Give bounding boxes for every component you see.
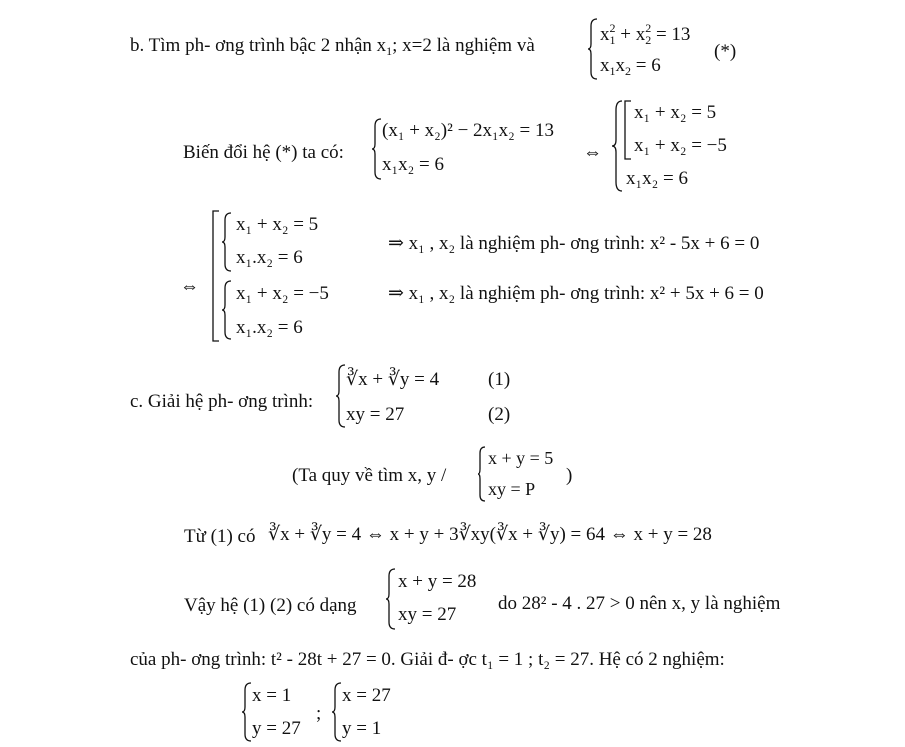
case-2-row-1: x₁ + x₂ = −5 [236, 283, 329, 304]
transform-row-1: (x₁ + x₂)² − 2x₁x₂ = 13 [382, 120, 554, 141]
hint-prefix: (Ta quy về tìm x, y / [292, 465, 447, 486]
b-system-row-1: $x^2_1 + x^2_2 = 13$ [600, 21, 691, 47]
star-label: (*) [714, 41, 737, 62]
sol-2-row-2: y = 1 [342, 718, 382, 739]
brace-sol-1 [242, 682, 252, 742]
equiv-symbol: ⇔ [583, 142, 602, 163]
c-eq-2-tag: (2) [488, 404, 511, 425]
b-system-row-2: $x_1x_2 = 6$ [600, 55, 661, 78]
part-c-intro: c. Giải hệ ph- ơng trình: [130, 391, 314, 412]
transform-row-2: x₁x₂ = 6 [382, 154, 444, 175]
sol-1-row-1: x = 1 [252, 685, 292, 706]
hint-row-1: x + y = 5 [488, 448, 554, 468]
c-eq-1: ∛x + ∛y = 4 [346, 369, 440, 390]
final-system-row-1: x + y = 28 [398, 571, 477, 592]
solution-separator: ; [316, 703, 322, 724]
cases-row-1: x₁ + x₂ = 5 [634, 102, 717, 123]
case-2-conclusion: ⇒ x₁ , x₂ là nghiệm ph- ơng trình: x² + 5x + 6 = 0 [388, 283, 764, 304]
case-1-conclusion: ⇒ x₁ , x₂ là nghiệm ph- ơng trình: x² - 5x + 6 = 0 [388, 233, 760, 254]
case-1-row-2: x₁.x₂ = 6 [236, 247, 303, 268]
cases-row-2: x₁ + x₂ = −5 [634, 135, 727, 156]
brace-cases [612, 100, 624, 192]
from-1-math: ∛x + ∛y = 4 ⇔ x + y + 3∛xy(∛x + ∛y) = 64 ⇔ x + y = 28 [268, 524, 712, 545]
brace-c-system [336, 364, 346, 428]
c-eq-2: xy = 27 [346, 404, 405, 425]
hint-row-2: xy = P [488, 479, 536, 499]
case-1-row-1: x₁ + x₂ = 5 [236, 214, 319, 235]
from-1-label: Từ (1) có [184, 526, 256, 547]
sol-1-row-2: y = 27 [252, 718, 301, 739]
brace-hint [478, 446, 486, 502]
brace-case-2 [222, 280, 232, 340]
final-line: của ph- ơng trình: t² - 28t + 27 = 0. Giải đ- ợc t₁ = 1 ; t₂ = 27. Hệ có 2 nghiệm: [130, 649, 725, 670]
bracket-cases-inner [624, 100, 632, 160]
c-eq-1-tag: (1) [488, 369, 511, 390]
final-system-row-2: xy = 27 [398, 604, 457, 625]
transform-label: Biến đổi hệ (*) ta có: [183, 142, 344, 163]
hint-suffix: ) [566, 465, 573, 486]
bracket-outer [212, 210, 220, 342]
brace-b-system [588, 18, 598, 80]
case-2-row-2: x₁.x₂ = 6 [236, 317, 303, 338]
equiv-symbol-2: ⇔ [180, 276, 199, 297]
brace-sol-2 [332, 682, 342, 742]
cases-row-3: x₁x₂ = 6 [626, 168, 688, 189]
brace-case-1 [222, 212, 232, 272]
system-label: Vậy hệ (1) (2) có dạng [184, 595, 357, 616]
brace-final-system [386, 568, 396, 630]
sol-2-row-1: x = 27 [342, 685, 391, 706]
brace-transform [372, 118, 382, 180]
part-b-intro: b. Tìm ph- ơng trình bậc 2 nhận $x_1$; x=2 là nghiệm và [130, 35, 535, 58]
condition-text: do 28² - 4 . 27 > 0 nên x, y là nghiệm [498, 593, 781, 614]
